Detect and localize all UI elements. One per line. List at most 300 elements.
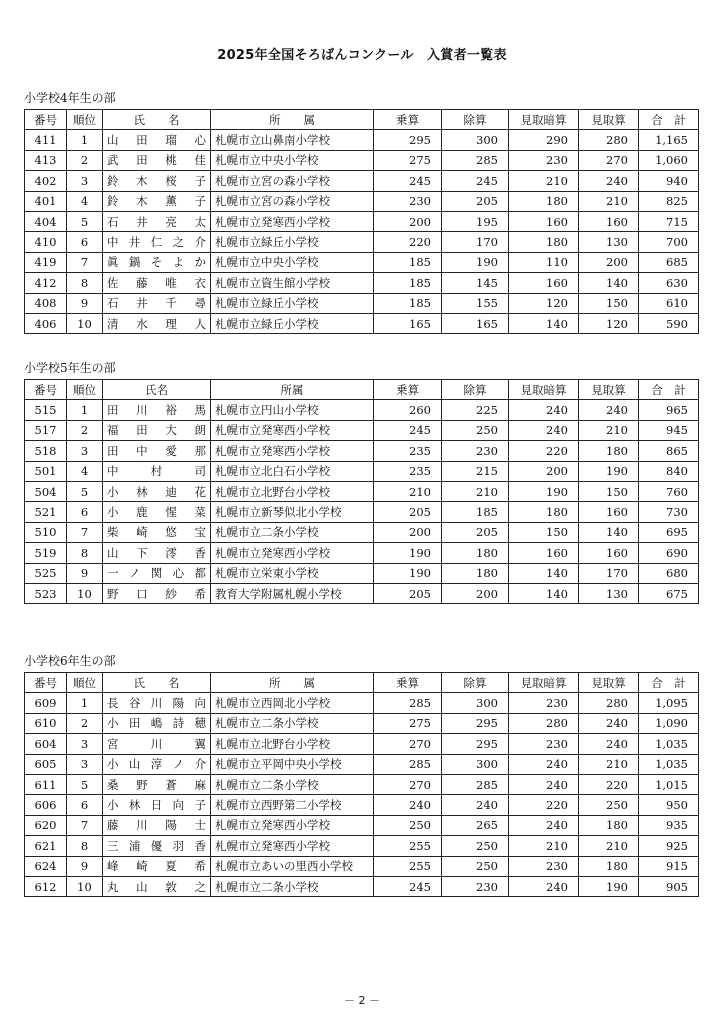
student-name-cell: 一ノ関心都 <box>103 563 211 583</box>
mental-calc-cell: 180 <box>509 232 579 252</box>
multiplication-cell: 285 <box>374 693 442 713</box>
table-row <box>25 130 699 150</box>
total-cell: 590 <box>639 313 699 333</box>
multiplication-cell: 185 <box>374 252 442 272</box>
mental-calc-cell: 110 <box>509 252 579 272</box>
column-header-division: 除算 <box>442 380 509 400</box>
rank-cell: 8 <box>67 273 103 293</box>
multiplication-cell: 260 <box>374 400 442 420</box>
multiplication-cell: 210 <box>374 481 442 501</box>
rank-cell: 3 <box>67 171 103 191</box>
division-cell: 225 <box>442 400 509 420</box>
student-name-cell: 峰崎夏希 <box>103 856 211 876</box>
school-cell: 札幌市立北野台小学校 <box>211 734 374 754</box>
school-cell: 札幌市立北野台小学校 <box>211 481 374 501</box>
student-name-cell: 小林迪花 <box>103 481 211 501</box>
rank-cell: 10 <box>67 313 103 333</box>
mental-calc-cell: 240 <box>509 876 579 896</box>
total-cell: 630 <box>639 273 699 293</box>
entry-number-cell: 515 <box>25 400 67 420</box>
entry-number-cell: 413 <box>25 150 67 170</box>
entry-number-cell: 611 <box>25 774 67 794</box>
column-header-rank: 順位 <box>67 110 103 130</box>
visual-calc-cell: 250 <box>579 795 639 815</box>
visual-calc-cell: 190 <box>579 461 639 481</box>
column-header-division: 除算 <box>442 673 509 693</box>
entry-number-cell: 606 <box>25 795 67 815</box>
student-name-cell: 藤川陽士 <box>103 815 211 835</box>
table-row <box>25 543 699 563</box>
multiplication-cell: 190 <box>374 563 442 583</box>
student-name-cell: 小山淳ノ介 <box>103 754 211 774</box>
column-header-total: 合 計 <box>639 380 699 400</box>
school-cell: 札幌市立宮の森小学校 <box>211 171 374 191</box>
student-name-cell: 佐藤唯衣 <box>103 273 211 293</box>
column-header-mental-calc: 見取暗算 <box>509 673 579 693</box>
multiplication-cell: 200 <box>374 522 442 542</box>
table-row <box>25 441 699 461</box>
student-name-cell: 眞鍋そよか <box>103 252 211 272</box>
page-title: 2025年全国そろばんコンクール 入賞者一覧表 <box>217 48 507 63</box>
student-name-cell: 田中愛那 <box>103 441 211 461</box>
table-row <box>25 754 699 774</box>
rank-cell: 6 <box>67 795 103 815</box>
rank-cell: 8 <box>67 543 103 563</box>
division-cell: 210 <box>442 481 509 501</box>
division-cell: 250 <box>442 420 509 440</box>
multiplication-cell: 275 <box>374 713 442 733</box>
visual-calc-cell: 150 <box>579 481 639 501</box>
multiplication-cell: 205 <box>374 502 442 522</box>
rank-cell: 2 <box>67 420 103 440</box>
column-header-student-name: 氏 名 <box>103 110 211 130</box>
visual-calc-cell: 170 <box>579 563 639 583</box>
school-cell: 札幌市立二条小学校 <box>211 876 374 896</box>
entry-number-cell: 419 <box>25 252 67 272</box>
rank-cell: 1 <box>67 130 103 150</box>
division-cell: 205 <box>442 522 509 542</box>
total-cell: 715 <box>639 211 699 231</box>
division-cell: 285 <box>442 774 509 794</box>
division-cell: 250 <box>442 836 509 856</box>
division-cell: 230 <box>442 876 509 896</box>
multiplication-cell: 165 <box>374 313 442 333</box>
entry-number-cell: 605 <box>25 754 67 774</box>
student-name-cell: 小鹿惺菜 <box>103 502 211 522</box>
visual-calc-cell: 270 <box>579 150 639 170</box>
mental-calc-cell: 200 <box>509 461 579 481</box>
student-name-cell: 野口紗希 <box>103 583 211 603</box>
results-table-grade5 <box>24 379 699 604</box>
entry-number-cell: 610 <box>25 713 67 733</box>
mental-calc-cell: 240 <box>509 815 579 835</box>
school-cell: 札幌市立山鼻南小学校 <box>211 130 374 150</box>
mental-calc-cell: 240 <box>509 754 579 774</box>
entry-number-cell: 518 <box>25 441 67 461</box>
rank-cell: 3 <box>67 441 103 461</box>
student-name-cell: 田川裕馬 <box>103 400 211 420</box>
visual-calc-cell: 130 <box>579 232 639 252</box>
rank-cell: 10 <box>67 583 103 603</box>
visual-calc-cell: 180 <box>579 815 639 835</box>
column-header-rank: 順位 <box>67 673 103 693</box>
entry-number-cell: 517 <box>25 420 67 440</box>
division-cell: 190 <box>442 252 509 272</box>
total-cell: 940 <box>639 171 699 191</box>
total-cell: 1,035 <box>639 754 699 774</box>
table-row <box>25 836 699 856</box>
entry-number-cell: 404 <box>25 211 67 231</box>
entry-number-cell: 412 <box>25 273 67 293</box>
table-row <box>25 191 699 211</box>
multiplication-cell: 200 <box>374 211 442 231</box>
section-grade6 <box>24 653 698 897</box>
visual-calc-cell: 210 <box>579 191 639 211</box>
visual-calc-cell: 180 <box>579 856 639 876</box>
school-cell: 札幌市立北白石小学校 <box>211 461 374 481</box>
column-header-visual-calc: 見取算 <box>579 673 639 693</box>
school-cell: 札幌市立発寒西小学校 <box>211 441 374 461</box>
rank-cell: 2 <box>67 713 103 733</box>
column-header-student-name: 氏 名 <box>103 673 211 693</box>
school-cell: 札幌市立平岡中央小学校 <box>211 754 374 774</box>
school-cell: 教育大学附属札幌小学校 <box>211 583 374 603</box>
table-row <box>25 293 699 313</box>
division-cell: 185 <box>442 502 509 522</box>
total-cell: 935 <box>639 815 699 835</box>
table-row <box>25 713 699 733</box>
division-cell: 165 <box>442 313 509 333</box>
visual-calc-cell: 160 <box>579 502 639 522</box>
division-cell: 200 <box>442 583 509 603</box>
total-cell: 950 <box>639 795 699 815</box>
page-number: － 2 － <box>344 994 380 1007</box>
school-cell: 札幌市立宮の森小学校 <box>211 191 374 211</box>
table-row <box>25 211 699 231</box>
mental-calc-cell: 230 <box>509 150 579 170</box>
table-row <box>25 774 699 794</box>
visual-calc-cell: 130 <box>579 583 639 603</box>
total-cell: 840 <box>639 461 699 481</box>
multiplication-cell: 255 <box>374 856 442 876</box>
visual-calc-cell: 190 <box>579 876 639 896</box>
multiplication-cell: 255 <box>374 836 442 856</box>
visual-calc-cell: 240 <box>579 171 639 191</box>
multiplication-cell: 235 <box>374 461 442 481</box>
division-cell: 180 <box>442 543 509 563</box>
division-cell: 215 <box>442 461 509 481</box>
multiplication-cell: 235 <box>374 441 442 461</box>
entry-number-cell: 621 <box>25 836 67 856</box>
school-cell: 札幌市立二条小学校 <box>211 774 374 794</box>
multiplication-cell: 245 <box>374 420 442 440</box>
table-row <box>25 795 699 815</box>
column-header-visual-calc: 見取算 <box>579 380 639 400</box>
visual-calc-cell: 240 <box>579 713 639 733</box>
column-header-multiplication: 乗算 <box>374 673 442 693</box>
rank-cell: 7 <box>67 522 103 542</box>
column-header-total: 合 計 <box>639 673 699 693</box>
entry-number-cell: 519 <box>25 543 67 563</box>
school-cell: 札幌市立栄東小学校 <box>211 563 374 583</box>
column-header-mental-calc: 見取暗算 <box>509 110 579 130</box>
visual-calc-cell: 210 <box>579 420 639 440</box>
division-cell: 285 <box>442 150 509 170</box>
mental-calc-cell: 160 <box>509 273 579 293</box>
school-cell: 札幌市立中央小学校 <box>211 150 374 170</box>
mental-calc-cell: 180 <box>509 191 579 211</box>
division-cell: 155 <box>442 293 509 313</box>
total-cell: 1,165 <box>639 130 699 150</box>
mental-calc-cell: 140 <box>509 563 579 583</box>
division-cell: 300 <box>442 754 509 774</box>
mental-calc-cell: 190 <box>509 481 579 501</box>
division-cell: 205 <box>442 191 509 211</box>
table-row <box>25 693 699 713</box>
mental-calc-cell: 220 <box>509 441 579 461</box>
school-cell: 札幌市立発寒西小学校 <box>211 543 374 563</box>
school-cell: 札幌市立二条小学校 <box>211 522 374 542</box>
school-cell: 札幌市立発寒西小学校 <box>211 420 374 440</box>
column-header-division: 除算 <box>442 110 509 130</box>
multiplication-cell: 245 <box>374 876 442 896</box>
table-row <box>25 171 699 191</box>
division-cell: 300 <box>442 693 509 713</box>
rank-cell: 5 <box>67 211 103 231</box>
mental-calc-cell: 140 <box>509 313 579 333</box>
total-cell: 610 <box>639 293 699 313</box>
mental-calc-cell: 210 <box>509 171 579 191</box>
results-table-grade4 <box>24 109 699 334</box>
column-header-entry-number: 番号 <box>25 380 67 400</box>
table-row <box>25 583 699 603</box>
entry-number-cell: 408 <box>25 293 67 313</box>
mental-calc-cell: 220 <box>509 795 579 815</box>
column-header-student-name: 氏名 <box>103 380 211 400</box>
visual-calc-cell: 120 <box>579 313 639 333</box>
column-header-entry-number: 番号 <box>25 673 67 693</box>
school-cell: 札幌市立発寒西小学校 <box>211 815 374 835</box>
table-row <box>25 400 699 420</box>
rank-cell: 7 <box>67 815 103 835</box>
total-cell: 1,060 <box>639 150 699 170</box>
division-cell: 295 <box>442 734 509 754</box>
rank-cell: 1 <box>67 400 103 420</box>
multiplication-cell: 270 <box>374 774 442 794</box>
rank-cell: 6 <box>67 502 103 522</box>
entry-number-cell: 401 <box>25 191 67 211</box>
student-name-cell: 小林日向子 <box>103 795 211 815</box>
entry-number-cell: 411 <box>25 130 67 150</box>
division-cell: 180 <box>442 563 509 583</box>
entry-number-cell: 604 <box>25 734 67 754</box>
multiplication-cell: 245 <box>374 171 442 191</box>
rank-cell: 5 <box>67 774 103 794</box>
total-cell: 690 <box>639 543 699 563</box>
rank-cell: 3 <box>67 754 103 774</box>
rank-cell: 1 <box>67 693 103 713</box>
rank-cell: 3 <box>67 734 103 754</box>
division-cell: 195 <box>442 211 509 231</box>
total-cell: 915 <box>639 856 699 876</box>
division-cell: 265 <box>442 815 509 835</box>
student-name-cell: 柴崎悠宝 <box>103 522 211 542</box>
rank-cell: 6 <box>67 232 103 252</box>
column-header-multiplication: 乗算 <box>374 110 442 130</box>
table-header-row <box>25 380 699 400</box>
total-cell: 965 <box>639 400 699 420</box>
section-grade5 <box>24 360 698 604</box>
school-cell: 札幌市立緑丘小学校 <box>211 313 374 333</box>
school-cell: 札幌市立発寒西小学校 <box>211 211 374 231</box>
school-cell: 札幌市立資生館小学校 <box>211 273 374 293</box>
table-row <box>25 856 699 876</box>
table-row <box>25 273 699 293</box>
multiplication-cell: 185 <box>374 293 442 313</box>
mental-calc-cell: 160 <box>509 211 579 231</box>
school-cell: 札幌市立発寒西小学校 <box>211 836 374 856</box>
student-name-cell: 武田桃佳 <box>103 150 211 170</box>
mental-calc-cell: 140 <box>509 583 579 603</box>
school-cell: 札幌市立二条小学校 <box>211 713 374 733</box>
rank-cell: 8 <box>67 836 103 856</box>
column-header-mental-calc: 見取暗算 <box>509 380 579 400</box>
total-cell: 695 <box>639 522 699 542</box>
rank-cell: 9 <box>67 563 103 583</box>
student-name-cell: 福田大朗 <box>103 420 211 440</box>
rank-cell: 7 <box>67 252 103 272</box>
column-header-total: 合 計 <box>639 110 699 130</box>
entry-number-cell: 612 <box>25 876 67 896</box>
division-cell: 245 <box>442 171 509 191</box>
column-header-school: 所属 <box>211 380 374 400</box>
total-cell: 925 <box>639 836 699 856</box>
mental-calc-cell: 230 <box>509 693 579 713</box>
total-cell: 945 <box>639 420 699 440</box>
school-cell: 札幌市立新琴似北小学校 <box>211 502 374 522</box>
student-name-cell: 鈴木薫子 <box>103 191 211 211</box>
entry-number-cell: 406 <box>25 313 67 333</box>
total-cell: 680 <box>639 563 699 583</box>
mental-calc-cell: 290 <box>509 130 579 150</box>
total-cell: 825 <box>639 191 699 211</box>
entry-number-cell: 510 <box>25 522 67 542</box>
rank-cell: 10 <box>67 876 103 896</box>
student-name-cell: 桑野蒼麻 <box>103 774 211 794</box>
table-row <box>25 876 699 896</box>
visual-calc-cell: 150 <box>579 293 639 313</box>
column-header-visual-calc: 見取算 <box>579 110 639 130</box>
total-cell: 730 <box>639 502 699 522</box>
multiplication-cell: 185 <box>374 273 442 293</box>
mental-calc-cell: 150 <box>509 522 579 542</box>
total-cell: 905 <box>639 876 699 896</box>
table-row <box>25 150 699 170</box>
entry-number-cell: 410 <box>25 232 67 252</box>
multiplication-cell: 270 <box>374 734 442 754</box>
rank-cell: 9 <box>67 293 103 313</box>
student-name-cell: 石井亮太 <box>103 211 211 231</box>
multiplication-cell: 230 <box>374 191 442 211</box>
multiplication-cell: 295 <box>374 130 442 150</box>
table-row <box>25 481 699 501</box>
column-header-entry-number: 番号 <box>25 110 67 130</box>
table-header-row <box>25 110 699 130</box>
student-name-cell: 中井仁之介 <box>103 232 211 252</box>
entry-number-cell: 523 <box>25 583 67 603</box>
rank-cell: 5 <box>67 481 103 501</box>
entry-number-cell: 609 <box>25 693 67 713</box>
division-cell: 170 <box>442 232 509 252</box>
total-cell: 760 <box>639 481 699 501</box>
table-row <box>25 734 699 754</box>
mental-calc-cell: 240 <box>509 774 579 794</box>
mental-calc-cell: 210 <box>509 836 579 856</box>
student-name-cell: 鈴木桜子 <box>103 171 211 191</box>
entry-number-cell: 525 <box>25 563 67 583</box>
total-cell: 1,035 <box>639 734 699 754</box>
school-cell: 札幌市立緑丘小学校 <box>211 293 374 313</box>
visual-calc-cell: 160 <box>579 211 639 231</box>
division-cell: 240 <box>442 795 509 815</box>
table-row <box>25 815 699 835</box>
visual-calc-cell: 220 <box>579 774 639 794</box>
table-row <box>25 252 699 272</box>
rank-cell: 9 <box>67 856 103 876</box>
multiplication-cell: 285 <box>374 754 442 774</box>
visual-calc-cell: 280 <box>579 693 639 713</box>
column-header-rank: 順位 <box>67 380 103 400</box>
results-table-grade6 <box>24 672 699 897</box>
visual-calc-cell: 200 <box>579 252 639 272</box>
entry-number-cell: 624 <box>25 856 67 876</box>
mental-calc-cell: 240 <box>509 420 579 440</box>
entry-number-cell: 504 <box>25 481 67 501</box>
table-row <box>25 420 699 440</box>
mental-calc-cell: 230 <box>509 734 579 754</box>
rank-cell: 4 <box>67 191 103 211</box>
mental-calc-cell: 160 <box>509 543 579 563</box>
student-name-cell: 宮川翼 <box>103 734 211 754</box>
visual-calc-cell: 210 <box>579 754 639 774</box>
student-name-cell: 山田瑠心 <box>103 130 211 150</box>
total-cell: 1,090 <box>639 713 699 733</box>
table-row <box>25 522 699 542</box>
section-grade4 <box>24 90 698 334</box>
mental-calc-cell: 230 <box>509 856 579 876</box>
column-header-school: 所 属 <box>211 673 374 693</box>
entry-number-cell: 501 <box>25 461 67 481</box>
total-cell: 1,015 <box>639 774 699 794</box>
student-name-cell: 小田嶋詩穂 <box>103 713 211 733</box>
multiplication-cell: 250 <box>374 815 442 835</box>
student-name-cell: 丸山敦之 <box>103 876 211 896</box>
entry-number-cell: 521 <box>25 502 67 522</box>
section-title-grade4: 小学校4年生の部 <box>24 91 116 105</box>
visual-calc-cell: 160 <box>579 543 639 563</box>
table-header-row <box>25 673 699 693</box>
table-row <box>25 313 699 333</box>
division-cell: 250 <box>442 856 509 876</box>
division-cell: 300 <box>442 130 509 150</box>
student-name-cell: 三浦優羽香 <box>103 836 211 856</box>
school-cell: 札幌市立円山小学校 <box>211 400 374 420</box>
column-header-school: 所 属 <box>211 110 374 130</box>
rank-cell: 4 <box>67 461 103 481</box>
mental-calc-cell: 180 <box>509 502 579 522</box>
student-name-cell: 中村司 <box>103 461 211 481</box>
entry-number-cell: 402 <box>25 171 67 191</box>
